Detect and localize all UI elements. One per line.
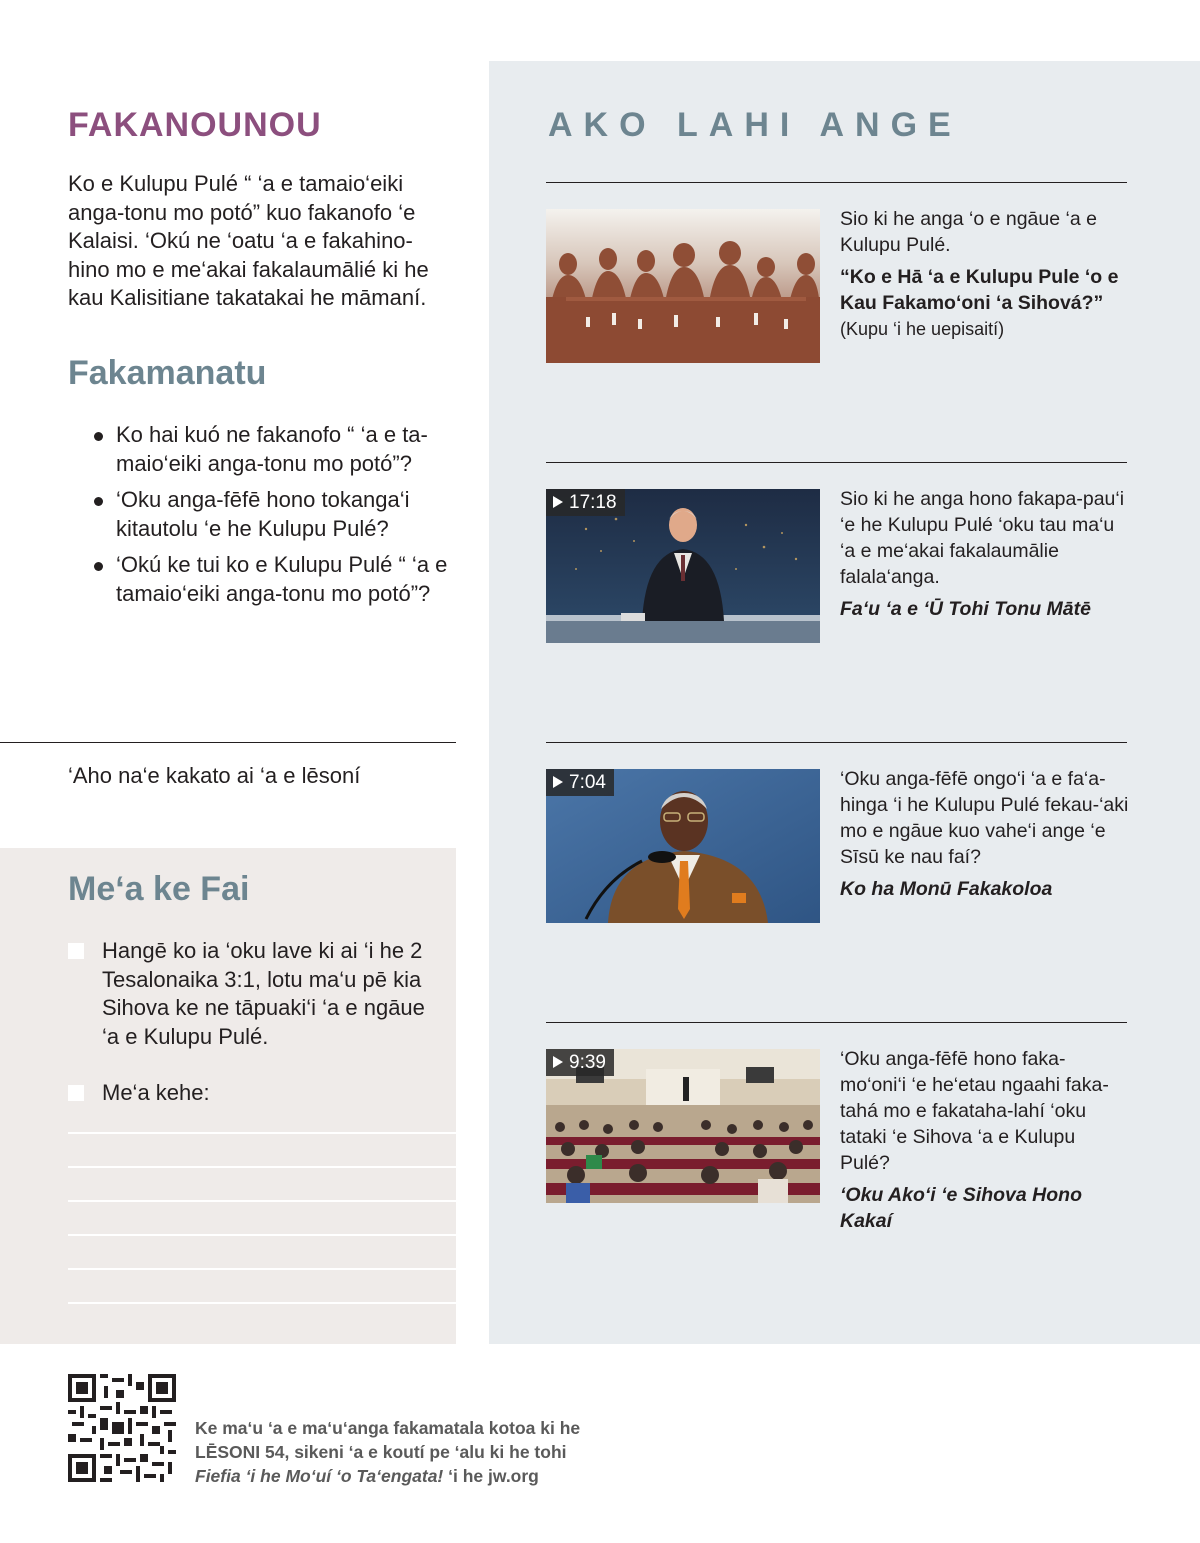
todo-item[interactable] [68, 1079, 438, 1108]
video-thumbnail[interactable] [546, 1049, 820, 1203]
checkbox-icon[interactable] [68, 943, 84, 959]
learn-more-title: AKO LAHI ANGE [548, 106, 962, 144]
footer-line-1: Ke ma‘u ‘a e ma‘u‘anga fakamatala kotoa ki he [195, 1418, 581, 1438]
review-item [90, 421, 460, 478]
writing-line[interactable] [68, 1200, 456, 1202]
date-divider [0, 742, 456, 743]
review-item-text: Ko hai kuó ne fakanofo “ ‘a e ta-maio‘eiki anga-tonu mo potó”? [116, 422, 428, 476]
todo-item-text: Me‘a kehe: [102, 1080, 210, 1105]
writing-line[interactable] [68, 1234, 456, 1236]
footer-text [195, 1416, 615, 1488]
writing-line[interactable] [68, 1132, 456, 1134]
learn-more-item-text [840, 766, 1130, 902]
item-question: ‘Oku anga-fēfē hono faka-mo‘oni‘i ‘e he‘etau ngaahi faka-tahá mo e fakataha-lahí ‘oku tataki ‘e Sihova ‘a e Kulupu Pulé? [840, 1048, 1109, 1174]
qr-code-icon [68, 1374, 176, 1482]
review-item-text: ‘Okú ke tui ko e Kulupu Pulé “ ‘a e tamaio‘eiki anga-tonu mo potó”? [116, 552, 448, 606]
play-icon [553, 496, 563, 508]
bullet-icon [94, 497, 103, 506]
footer-link-text[interactable]: ‘i he jw.org [443, 1466, 539, 1486]
video-thumbnail[interactable] [546, 769, 820, 923]
checkbox-icon[interactable] [68, 1085, 84, 1101]
video-duration-badge [546, 489, 625, 516]
governing-body-silhouette-image [546, 209, 820, 363]
todo-item[interactable] [68, 937, 438, 1051]
review-list [90, 421, 460, 616]
video-duration: 7:04 [569, 772, 606, 793]
todo-item-text: Hangē ko ia ‘oku lave ki ai ‘i he 2 Tesalonaika 3:1, lotu ma‘u pē kia Sihova ke ne tāpuaki‘i ‘a e ngāue ‘a e Kulupu Pulé. [102, 938, 425, 1049]
item-link-title[interactable]: ‘Oku Ako‘i ‘e Sihova Hono Kakaí [840, 1184, 1082, 1232]
writing-line[interactable] [68, 1166, 456, 1168]
item-link-title[interactable]: Ko ha Monū Fakakoloa [840, 878, 1053, 900]
writing-line[interactable] [68, 1302, 456, 1304]
todo-title: Me‘a ke Fai [68, 870, 250, 908]
item-link-title[interactable]: Fa‘u ‘a e ‘Ū Tohi Tonu Mātē [840, 598, 1091, 620]
summary-text: Ko e Kulupu Pulé “ ‘a e tamaio‘eiki anga-tonu mo potó” kuo fakanofo ‘e Kalaisi. ‘Okú ne ‘oatu ‘a e fakahino-hino mo e me‘akai fakalaumālié ki he kau Kalisitiane takatakai he māmaní. [68, 171, 429, 310]
writing-line[interactable] [68, 1268, 456, 1270]
video-duration-badge [546, 769, 614, 796]
item-divider [546, 462, 1127, 463]
item-question: Sio ki he anga hono fakapa-pau‘i ‘e he Kulupu Pulé ‘oku tau ma‘u ‘a e me‘akai fakalaumālie falala‘anga. [840, 488, 1125, 588]
video-thumbnail[interactable] [546, 489, 820, 643]
learn-more-item-text [840, 206, 1130, 342]
learn-more-item-text [840, 1046, 1130, 1234]
play-icon [553, 1056, 563, 1068]
article-thumbnail[interactable] [546, 209, 820, 363]
completion-date-label: ‘Aho na‘e kakato ai ‘a e lēsoní [68, 763, 361, 788]
review-item [90, 486, 460, 543]
video-duration: 9:39 [569, 1052, 606, 1073]
item-divider [546, 182, 1127, 183]
footer-book-title[interactable]: Fiefia ‘i he Mo‘uí ‘o Ta‘engata! [195, 1466, 444, 1486]
review-item [90, 551, 460, 608]
bullet-icon [94, 432, 103, 441]
footer-line-2: LĒSONI 54, sikeni ‘a e koutí pe ‘alu ki he tohi [195, 1442, 567, 1462]
item-divider [546, 1022, 1127, 1023]
review-item-text: ‘Oku anga-fēfē hono tokanga‘i kitautolu ‘e he Kulupu Pulé? [116, 487, 410, 541]
learn-more-item-text [840, 486, 1130, 622]
video-duration: 17:18 [569, 492, 617, 513]
bullet-icon [94, 562, 103, 571]
item-link-title[interactable]: “Ko e Hā ‘a e Kulupu Pule ‘o e Kau Fakamo‘oni ‘a Sihová?” [840, 266, 1119, 314]
review-title: Fakamanatu [68, 354, 267, 392]
footer-line-3 [195, 1464, 615, 1488]
play-icon [553, 776, 563, 788]
summary-title: FAKANOUNOU [68, 106, 322, 144]
video-duration-badge [546, 1049, 614, 1076]
item-divider [546, 742, 1127, 743]
item-subtitle: (Kupu ‘i he uepisaití) [840, 319, 1005, 339]
qr-code[interactable] [68, 1374, 176, 1482]
item-question: Sio ki he anga ‘o e ngāue ‘a e Kulupu Pulé. [840, 208, 1097, 256]
item-question: ‘Oku anga-fēfē ongo‘i ‘a e fa‘a-hinga ‘i he Kulupu Pulé fekau-‘aki mo e ngāue kuo vahe‘i ange ‘e Sīsū ke nau faí? [840, 768, 1129, 868]
